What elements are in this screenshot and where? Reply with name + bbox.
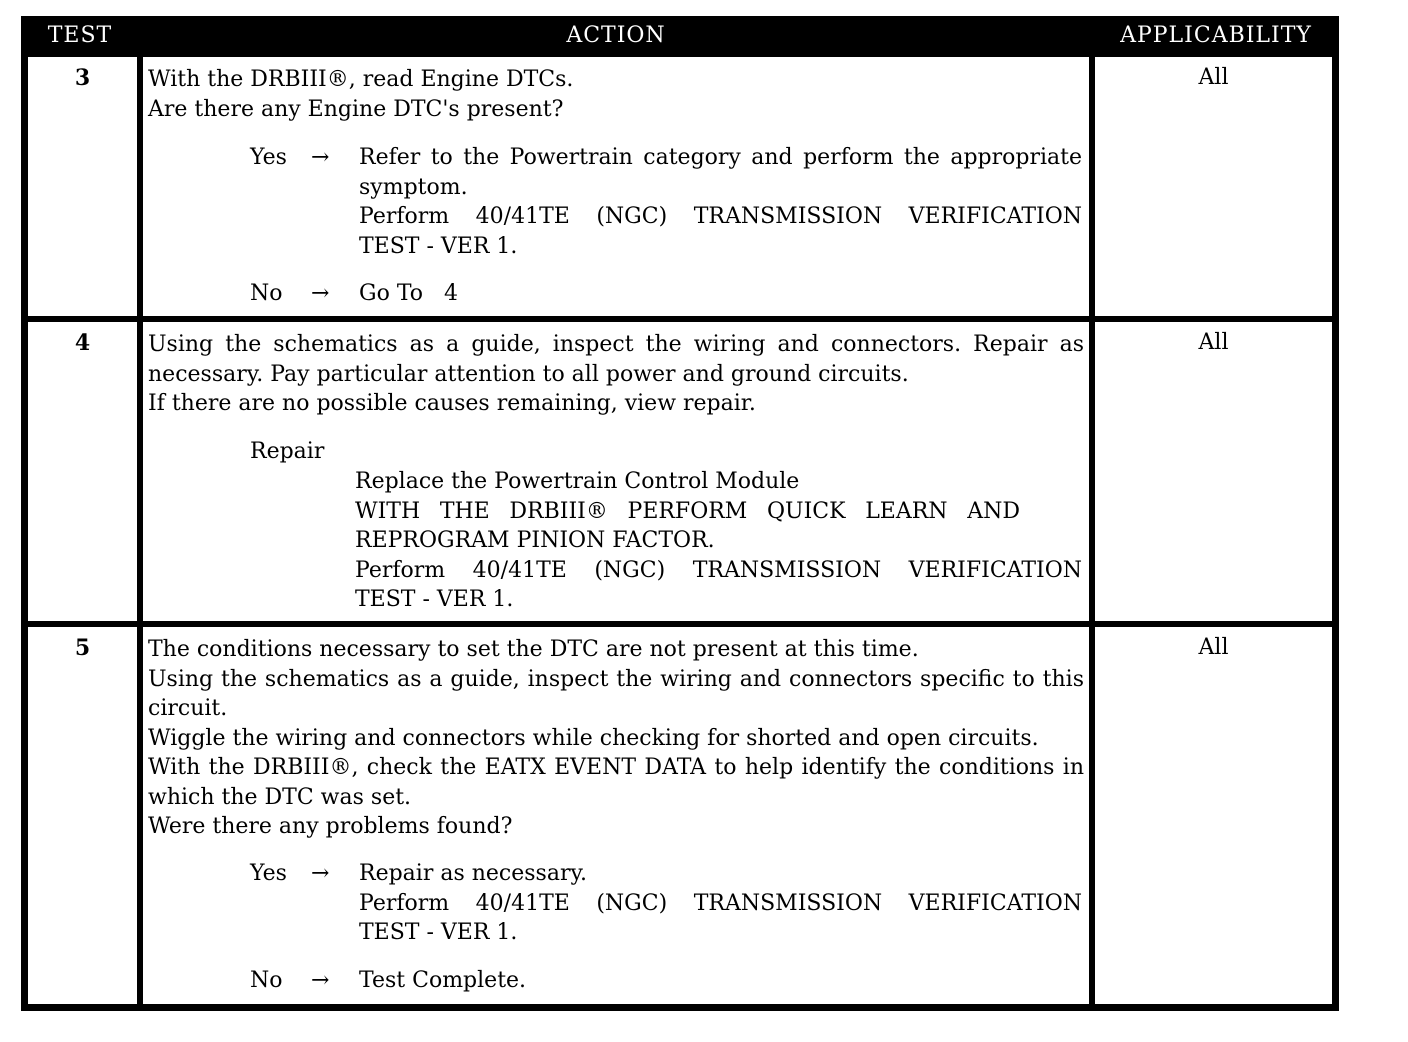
row-3-yes-line-2: symptom. xyxy=(359,174,468,200)
row-5-action xyxy=(143,627,1089,1004)
header-applicability: APPLICABILITY xyxy=(1120,23,1312,48)
row-3-no-text: Go To 4 xyxy=(359,281,458,306)
row-4-line-2: necessary. Pay particular attention to all power and ground circuits. xyxy=(148,361,909,387)
row-4-instructions xyxy=(148,330,1084,419)
row-3-line-2: Are there any Engine DTC's present? xyxy=(148,96,564,122)
row-4-repair-label: Repair xyxy=(250,439,325,464)
row-3-no-label: No xyxy=(250,281,283,306)
row-5-line-6: which the DTC was set. xyxy=(148,784,412,810)
row-3-applicability: All xyxy=(1095,57,1332,316)
row-4-repair-line-3: REPROGRAM PINION FACTOR. xyxy=(355,528,715,553)
row-3-action xyxy=(143,57,1089,316)
row-5-applicability: All xyxy=(1095,627,1332,1004)
row-5-instructions xyxy=(148,635,1084,842)
row-3-no-arrow-icon: → xyxy=(311,281,330,306)
row-4-test-number: 4 xyxy=(28,322,137,621)
row-5-line-5: With the DRBIII®, check the EATX EVENT DATA to help identify the conditions in xyxy=(148,755,1084,780)
row-5-no-arrow-icon: → xyxy=(311,968,330,993)
row-5-line-1: The conditions necessary to set the DTC are not present at this time. xyxy=(148,637,919,662)
row-5-no-label: No xyxy=(250,968,283,993)
row-5-test-number: 5 xyxy=(28,627,137,1004)
row-3-yes-text xyxy=(359,143,1082,261)
row-5-yes-line-2: Perform 40/41TE (NGC) TRANSMISSION VERIFICATION xyxy=(359,890,1082,916)
row-4-repair-line-4: Perform 40/41TE (NGC) TRANSMISSION VERIFICATION xyxy=(355,557,1082,583)
row-4-line-1: Using the schematics as a guide, inspect the wiring and connectors. Repair as xyxy=(148,332,1084,357)
row-3-question xyxy=(148,65,1084,124)
row-5-no-text: Test Complete. xyxy=(359,968,527,993)
row-4-repair-line-5: TEST - VER 1. xyxy=(355,587,514,612)
row-3-yes-line-3: Perform 40/41TE (NGC) TRANSMISSION VERIFICATION xyxy=(359,204,1082,229)
row-3-yes-arrow-icon: → xyxy=(311,145,330,170)
row-5-line-2: Using the schematics as a guide, inspect the wiring and connectors specific to this xyxy=(148,666,1084,692)
row-3-yes-line-4: TEST - VER 1. xyxy=(359,233,518,259)
row-5-yes-line-1: Repair as necessary. xyxy=(359,861,587,886)
row-5-line-3: circuit. xyxy=(148,696,228,721)
row-5-yes-text xyxy=(359,859,1082,948)
row-4-repair-text xyxy=(355,467,1082,615)
row-3-test-number: 3 xyxy=(28,57,137,316)
row-5-line-4: Wiggle the wiring and connectors while checking for shorted and open circuits. xyxy=(148,725,1039,751)
row-5-yes-arrow-icon: → xyxy=(311,861,330,886)
row-5-yes-line-3: TEST - VER 1. xyxy=(359,920,518,945)
row-5-yes-label: Yes xyxy=(250,861,287,886)
header-action: ACTION xyxy=(566,23,666,48)
row-4-repair-line-1: Replace the Powertrain Control Module xyxy=(355,469,800,494)
row-4-applicability: All xyxy=(1095,322,1332,621)
row-3-yes-label: Yes xyxy=(250,145,287,170)
diagnostic-table xyxy=(21,16,1339,1011)
row-3-line-1: With the DRBIII®, read Engine DTCs. xyxy=(148,67,574,92)
row-4-line-3: If there are no possible causes remaining, view repair. xyxy=(148,391,756,416)
header-test: TEST xyxy=(47,23,113,48)
row-4-repair-line-2: WITH THE DRBIII® PERFORM QUICK LEARN AND xyxy=(355,498,1020,524)
row-5-line-7: Were there any problems found? xyxy=(148,814,513,839)
row-4-action xyxy=(143,322,1089,621)
row-3-yes-line-1: Refer to the Powertrain category and perform the appropriate xyxy=(359,145,1082,170)
